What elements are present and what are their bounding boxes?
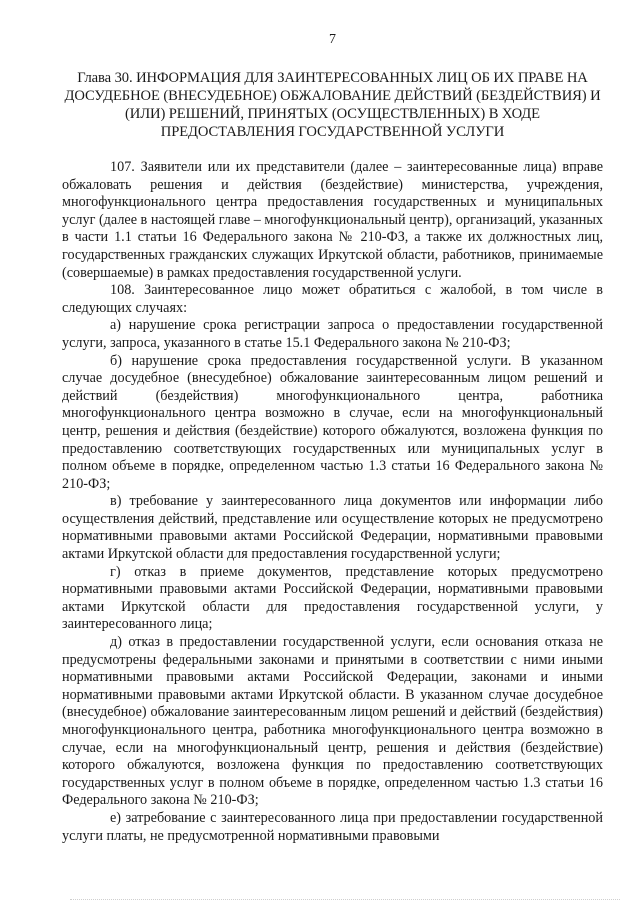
page-number: 7 xyxy=(329,32,336,47)
list-item-a: а) нарушение срока регистрации запроса о предоставлении государственной услуги, запроса, указанного в статье 15.1 Федерального закона № 210-ФЗ; xyxy=(62,317,603,351)
list-item-b: б) нарушение срока предоставления государственной услуги. В указанном случае досудебное (внесудебное) обжалование заинтересованным лицом решений и действий (бездействия) многофункционального центра, работника многофункционального центра возможно в случае, если на многофункциональный центр, решения и действия (бездействие) которого обжалуются, возложена функция по предоставлению соответствующих государственных или муниципальных услуг в полном объеме в порядке, определенном частью 1.3 статьи 16 Федерального закона № 210-ФЗ; xyxy=(62,352,603,492)
paragraph-108: 108. Заинтересованное лицо может обратиться с жалобой, в том числе в следующих случаях: xyxy=(62,282,603,316)
chapter-heading: Глава 30. ИНФОРМАЦИЯ ДЛЯ ЗАИНТЕРЕСОВАННЫХ ЛИЦ ОБ ИХ ПРАВЕ НА ДОСУДЕБНОЕ (ВНЕСУДЕБНОЕ) ОБЖАЛОВАНИЕ ДЕЙСТВИЙ (БЕЗДЕЙСТВИЯ) И (ИЛИ) РЕШЕНИЙ, ПРИНЯТЫХ (ОСУЩЕСТВЛЕННЫХ) В ХОДЕ ПРЕДОСТАВЛЕНИЯ ГОСУДАРСТВЕННОЙ УСЛУГИ xyxy=(64,70,601,140)
list-item-v: в) требование у заинтересованного лица документов или информации либо осуществления действий, представление или осуществление которых не предусмотрено нормативными правовыми актами Российской Федерации, нормативными правовыми актами Иркутской области для предоставления государственной услуги; xyxy=(62,493,603,563)
paragraph-107: 107. Заявители или их представители (далее – заинтересованные лица) вправе обжаловать решения и действия (бездействие) министерства, учреждения, многофункционального центра предоставления государственных и муниципальных услуг (далее в настоящей главе – многофункциональный центр), организаций, указанных в части 1.1 статьи 16 Федерального закона № 210-ФЗ, а также их должностных лиц, государственных гражданских служащих Иркутской области, работников, принимаемые (совершаемые) в рамках предоставления государственной услуги. xyxy=(62,159,603,281)
document-body xyxy=(62,159,603,845)
scan-bottom-edge xyxy=(70,899,620,901)
list-item-g: г) отказ в приеме документов, представление которых предусмотрено нормативными правовыми актами Российской Федерации, нормативными правовыми актами Иркутской области для предоставления государственной услуги, у заинтересованного лица; xyxy=(62,563,603,633)
list-item-d: д) отказ в предоставлении государственной услуги, если основания отказа не предусмотрены федеральными законами и принятыми в соответствии с ними иными нормативными правовыми актами Российской Федерации, законами и иными нормативными правовыми актами Иркутской области. В указанном случае досудебное (внесудебное) обжалование заинтересованным лицом решений и действий (бездействия) многофункционального центра, работника многофункционального центра возможно в случае, если на многофункциональный центр, решения и действия (бездействие) которого обжалуются, возложена функция по предоставлению соответствующих государственных услуг в полном объеме в порядке, определенном частью 1.3 статьи 16 Федерального закона № 210-ФЗ; xyxy=(62,634,603,809)
list-item-e: е) затребование с заинтересованного лица при предоставлении государственной услуги платы, не предусмотренной нормативными правовыми xyxy=(62,809,603,844)
